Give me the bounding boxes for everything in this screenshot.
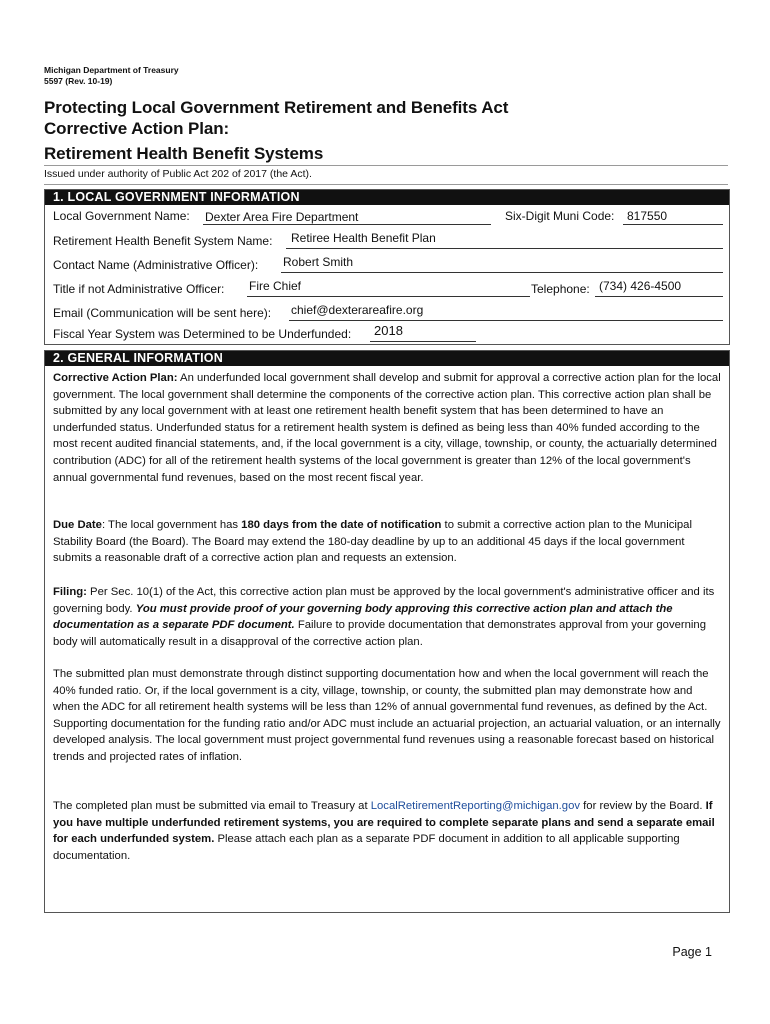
completed-emphasis: If you have multiple underfunded retirement systems, you are required to complete separate plans and send a separate email for each underfunded system. — [53, 800, 715, 846]
completed-text-2: for review by the Board. — [580, 800, 706, 812]
local-gov-name-field[interactable]: Dexter Area Fire Department — [205, 210, 359, 224]
officer-title-underline — [247, 296, 530, 297]
muni-code-field[interactable]: 817550 — [627, 209, 668, 223]
email-underline — [289, 320, 723, 321]
filing-emphasis: You must provide proof of your governing body approving this corrective action plan and attach the documentation as a separate PDF document. — [53, 602, 673, 632]
agency-header — [44, 65, 179, 87]
filing-title: Filing: — [53, 586, 87, 598]
fiscal-year-underline — [370, 341, 476, 342]
cap-title: Corrective Action Plan: — [53, 372, 178, 384]
corrective-action-plan-paragraph — [53, 370, 721, 486]
due-date-title: Due Date — [53, 519, 102, 531]
system-name-field[interactable]: Retiree Health Benefit Plan — [291, 231, 436, 245]
due-date-text-2: to submit a corrective action plan to the Municipal Stability Board (the Board). The Board may extend the 180-day deadline by up to an additional 45 days if the local government submits a reasonable draft of a corrective action plan and requests an extension. — [53, 519, 692, 565]
page-number: Page 1 — [672, 945, 712, 959]
due-date-paragraph — [53, 517, 721, 567]
email-label: Email (Communication will be sent here): — [53, 306, 272, 320]
document-title-line1: Protecting Local Government Retirement and Benefits Act — [44, 98, 509, 117]
officer-title-label: Title if not Administrative Officer: — [53, 282, 225, 296]
due-date-text-1: : The local government has — [101, 519, 242, 531]
completed-text-3: Please attach each plan as a separate PDF document in addition to all applicable supporting documentation. — [53, 833, 680, 862]
telephone-label: Telephone: — [531, 282, 590, 296]
section2-heading: 2. GENERAL INFORMATION — [45, 351, 729, 366]
authority-statement: Issued under authority of Public Act 202 of 2017 (the Act). — [44, 168, 312, 180]
system-name-label: Retirement Health Benefit System Name: — [53, 234, 273, 248]
system-name-underline — [286, 248, 723, 249]
title-divider — [44, 165, 728, 166]
section1-heading: 1. LOCAL GOVERNMENT INFORMATION — [45, 190, 729, 205]
treasury-email-link[interactable]: LocalRetirementReporting@michigan.gov — [370, 800, 581, 812]
form-number: 5597 (Rev. 10-19) — [44, 76, 113, 86]
contact-name-label: Contact Name (Administrative Officer): — [53, 258, 259, 272]
local-gov-name-label: Local Government Name: — [53, 209, 190, 223]
document-title-line3: Retirement Health Benefit Systems — [44, 144, 324, 163]
filing-paragraph — [53, 584, 721, 650]
submitted-plan-paragraph: The submitted plan must demonstrate through distinct supporting documentation how and when the local government will reach the 40% funded ratio. Or, if the local government is a city, village, township, or county, the submitted plan may demonstrate how and when the ADC for all retirement health systems will be less than 12% of annual governmental fund revenues, as defined by the Act. Supporting documentation for the funding ratio and/or ADC must include an actuarial projection, an actuarial valuation, or an internally developed analysis. The local government must project governmental fund revenues using a reasonable forecast based on historical trends and projected rates of inflation. — [53, 668, 721, 763]
contact-name-field[interactable]: Robert Smith — [283, 255, 354, 269]
fiscal-year-label: Fiscal Year System was Determined to be Underfunded: — [53, 327, 352, 341]
fiscal-year-field[interactable]: 2018 — [374, 323, 403, 338]
muni-code-underline — [623, 224, 723, 225]
muni-code-label: Six-Digit Muni Code: — [505, 209, 615, 223]
filing-text-2: Failure to provide documentation that demonstrates approval from your governing body will automatically result in a disapproval of the corrective action plan. — [53, 619, 706, 648]
telephone-field[interactable]: (734) 426-4500 — [599, 279, 682, 293]
email-field[interactable]: chief@dexterareafire.org — [291, 303, 424, 317]
completed-plan-paragraph — [53, 798, 721, 864]
cap-text: An underfunded local government shall develop and submit for approval a corrective action plan for the local government. The local government shall determine the components of the corrective action plan. This corrective action plan shall be submitted by any local government with at least one retirement health benefit system that has been determined to have an underfunded status. Underfunded status for a retirement health system is defined as being less than 40% funded according to the most recent audited financial statements, and, if the local government is a city, village, township, or county, the actuarially determined contribution (ADC) for all of the retirement health systems of the local government is greater than 12% of the local government's annual governmental fund revenues, based on the most recent fiscal year. — [53, 372, 721, 484]
completed-text-1: The completed plan must be submitted via email to Treasury at — [53, 800, 371, 812]
filing-text-1: Per Sec. 10(1) of the Act, this corrective action plan must be approved by the local government's administrative officer and its governing body. — [53, 586, 715, 615]
officer-title-field[interactable]: Fire Chief — [249, 279, 302, 293]
authority-divider — [44, 184, 728, 185]
local-gov-name-underline — [203, 224, 491, 225]
section-local-government-information — [44, 189, 730, 345]
telephone-underline — [595, 296, 723, 297]
contact-name-underline — [281, 272, 723, 273]
section-general-information — [44, 350, 730, 913]
due-date-emphasis: 180 days from the date of notification — [241, 519, 442, 531]
agency-name: Michigan Department of Treasury — [44, 65, 179, 75]
document-title-line2: Corrective Action Plan: — [44, 119, 230, 138]
